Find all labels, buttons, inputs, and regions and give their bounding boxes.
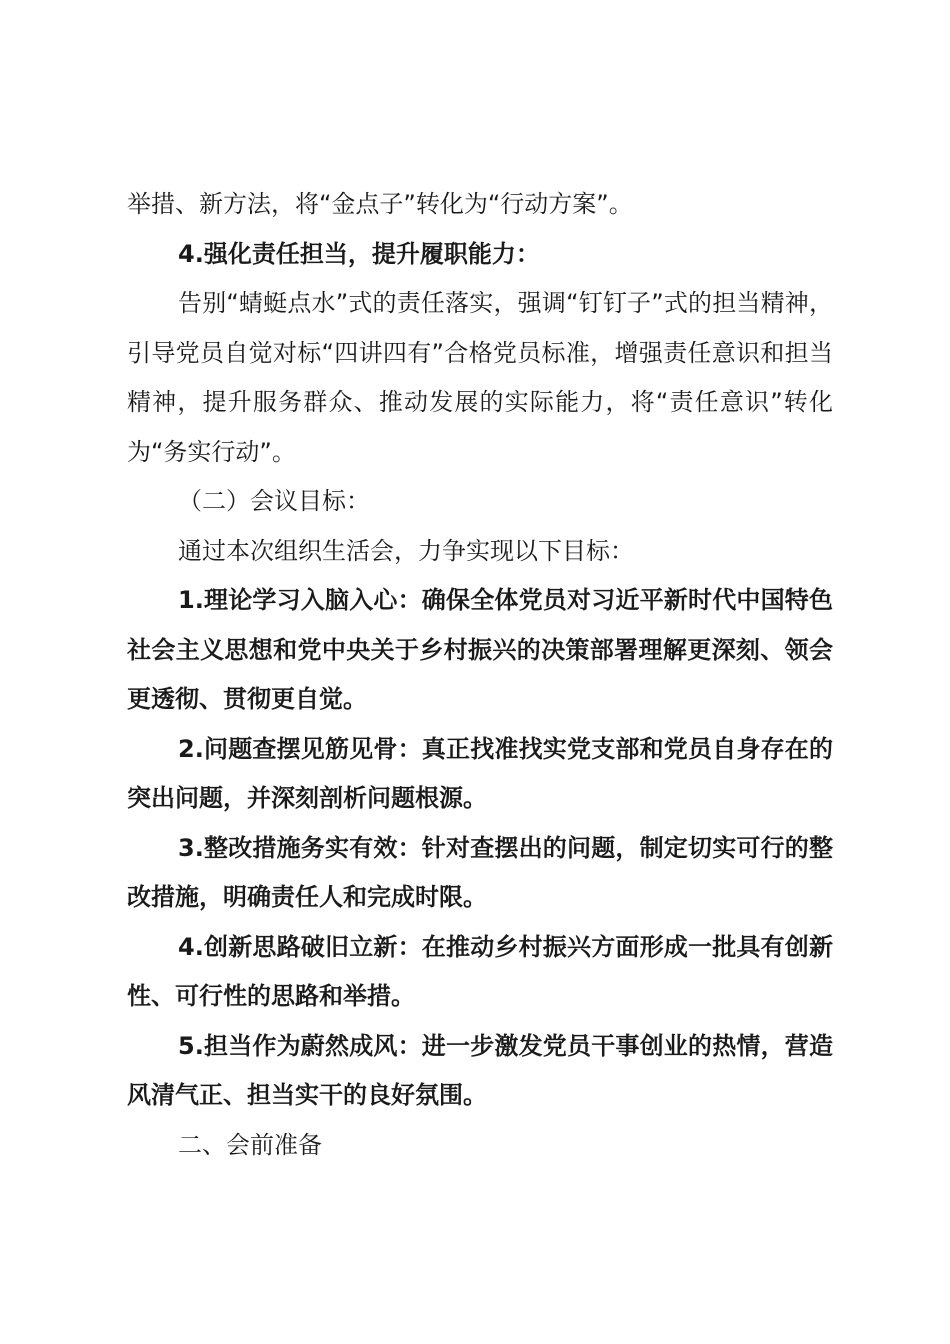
section-heading-preparation: 二、会前准备 — [178, 1130, 322, 1159]
paragraph-goals-intro: 通过本次组织生活会，力争实现以下目标： — [178, 536, 634, 565]
section-heading-meeting-goals: （二）会议目标： — [178, 487, 370, 515]
goal-item-3: 3.整改措施务实有效：针对查摆出的问题，制定切实可行的整改措施，明确责任人和完成时限。 — [127, 833, 833, 911]
document-body — [127, 180, 833, 1170]
goal-item-5: 5.担当作为蔚然成风：进一步激发党员干事创业的热情，营造风清气正、担当实干的良好氛围。 — [127, 1031, 833, 1109]
goal-item-4: 4.创新思路破旧立新：在推动乡村振兴方面形成一批具有创新性、可行性的思路和举措。 — [127, 932, 833, 1010]
paragraph-responsibility: 告别“蜻蜓点水”式的责任落实，强调“钉钉子”式的担当精神，引导党员自觉对标“四讲四有”合格党员标准，增强责任意识和担当精神，提升服务群众、推动发展的实际能力，将“责任意识”转化为“务实行动”。 — [127, 289, 833, 466]
goal-item-1: 1.理论学习入脑入心：确保全体党员对习近平新时代中国特色社会主义思想和党中央关于乡村振兴的决策部署理解更深刻、领会更透彻、贯彻更自觉。 — [127, 586, 833, 713]
subheading-responsibility: 4.强化责任担当，提升履职能力： — [178, 239, 540, 268]
goal-item-2: 2.问题查摆见筋见骨：真正找准找实党支部和党员自身存在的突出问题，并深刻剖析问题根源。 — [127, 734, 833, 812]
paragraph-continuation: 举措、新方法，将“金点子”转化为“行动方案”。 — [127, 190, 633, 218]
